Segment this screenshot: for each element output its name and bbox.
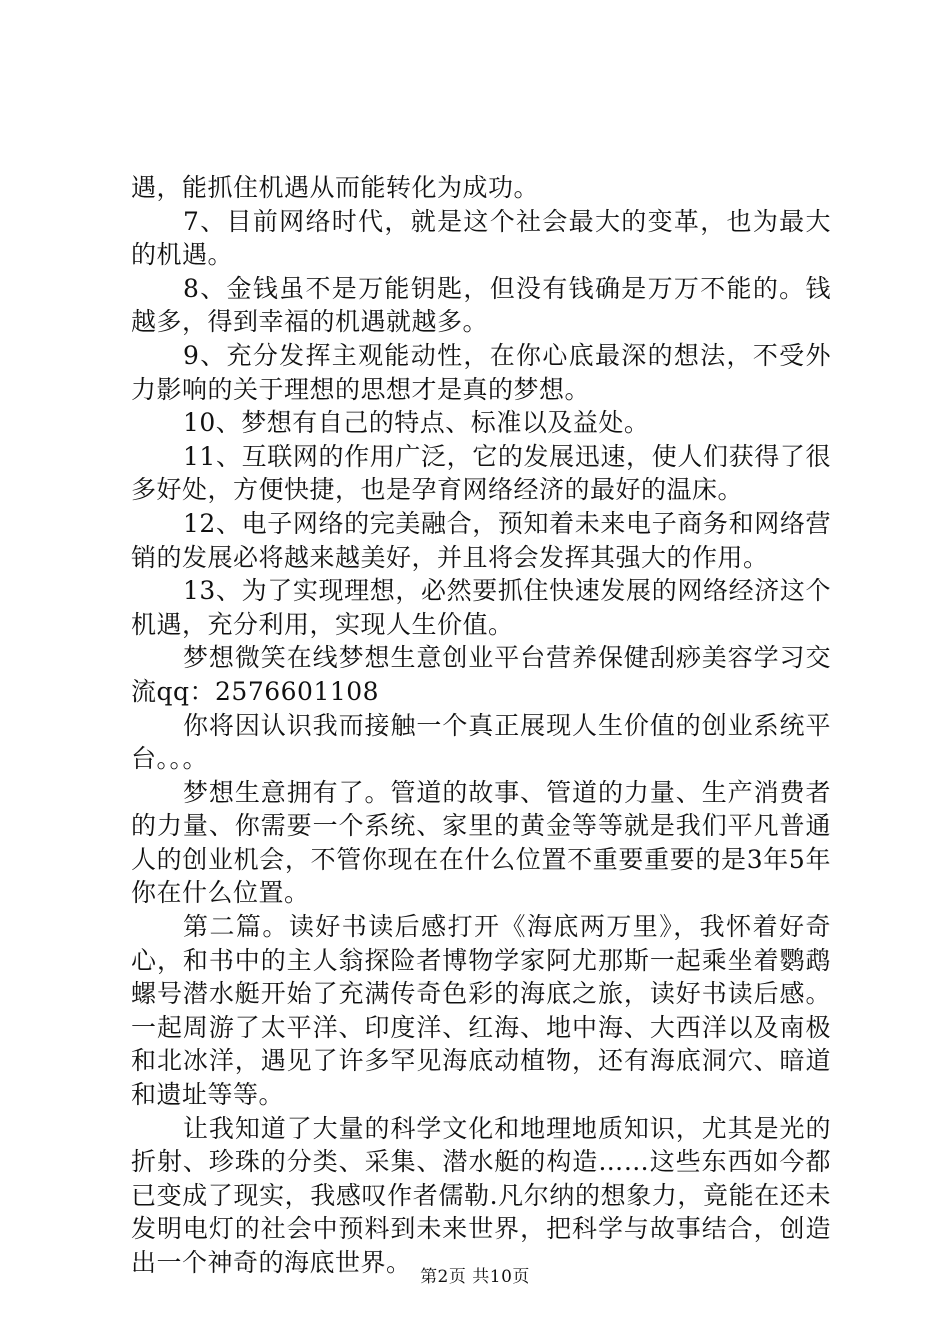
body-paragraph: 8、金钱虽不是万能钥匙，但没有钱确是万万不能的。钱越多，得到幸福的机遇就越多。	[131, 273, 831, 337]
body-paragraph: 11、互联网的作用广泛，它的发展迅速，使人们获得了很多好处，方便快捷，也是孕育网络经济的最好的温床。	[131, 441, 831, 505]
body-paragraph: 12、电子网络的完美融合，预知着未来电子商务和网络营销的发展必将越来越美好，并且将会发挥其强大的作用。	[131, 508, 831, 572]
body-paragraph: 遇，能抓住机遇从而能转化为成功。	[131, 173, 540, 202]
body-paragraph: 9、充分发挥主观能动性，在你心底最深的想法，不受外力影响的关于理想的思想才是真的梦想。	[131, 340, 831, 404]
body-paragraph: 10、梦想有自己的特点、标准以及益处。	[183, 408, 650, 438]
body-paragraph: 第二篇。读好书读后感打开《海底两万里》，我怀着好奇心，和书中的主人翁探险者博物学家阿尤那斯一起乘坐着鹦鹉螺号潜水艇开始了充满传奇色彩的海底之旅，读好书读后感。一起周游了太平洋、印度洋、红海、地中海、大西洋以及南极和北冰洋，遇见了许多罕见海底动植物，还有海底洞穴、暗道和遗址等等。	[131, 912, 831, 1110]
page-footer: 第2页 共10页	[420, 1267, 530, 1287]
body-paragraph: 让我知道了大量的科学文化和地理地质知识，尤其是光的折射、珍珠的分类、采集、潜水艇的构造……这些东西如今都已变成了现实，我感叹作者儒勒.凡尔纳的想象力，竟能在还未发明电灯的社会中预料到未来世界，把科学与故事结合，创造出一个神奇的海底世界。	[131, 1113, 831, 1277]
body-paragraph: 你将因认识我而接触一个真正展现人生价值的创业系统平台。。。	[131, 710, 831, 774]
body-paragraph: 7、目前网络时代，就是这个社会最大的变革，也为最大的机遇。	[131, 206, 831, 270]
document-body	[131, 171, 831, 1280]
body-paragraph: 梦想微笑在线梦想生意创业平台营养保健刮痧美容学习交流qq：2576601108	[131, 643, 831, 706]
body-paragraph: 13、为了实现理想，必然要抓住快速发展的网络经济这个机遇，充分利用，实现人生价值。	[131, 576, 831, 639]
body-paragraph: 梦想生意拥有了。管道的故事、管道的力量、生产消费者的力量、你需要一个系统、家里的黄金等等就是我们平凡普通人的创业机会，不管你现在在什么位置不重要重要的是3年5年你在什么位置。	[131, 777, 831, 908]
